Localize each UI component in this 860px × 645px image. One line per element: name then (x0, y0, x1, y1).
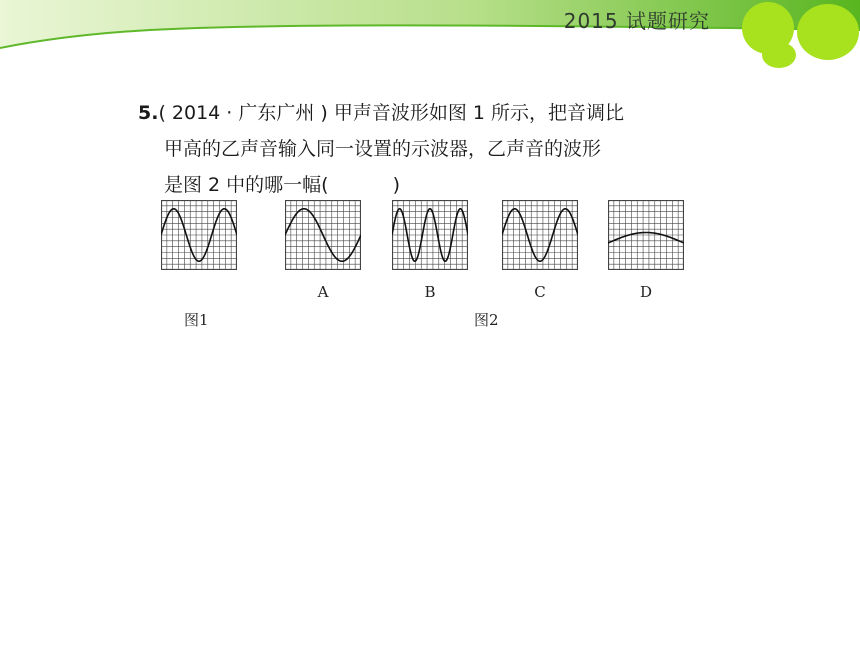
oscilloscope-b (392, 200, 468, 270)
oscilloscope-fig1 (161, 200, 237, 270)
oscilloscope-c (502, 200, 578, 270)
option-label-d: D (639, 283, 653, 301)
question-text-line1: 甲声音波形如图 1 所示，把音调比 (327, 102, 625, 124)
question-line-2: 甲高的乙声音输入同一设置的示波器，乙声音的波形 (164, 138, 602, 160)
oscilloscope-grid (392, 200, 468, 270)
oscilloscope-grid (608, 200, 684, 270)
option-label-a: A (317, 283, 329, 301)
option-label-c: C (534, 283, 546, 301)
header-wave-decoration (0, 0, 860, 70)
question-text-line3: 是图 2 中的哪一幅( (164, 174, 329, 196)
decorative-circle (797, 4, 859, 60)
figure-1-caption: 图1 (184, 311, 209, 329)
question-text-line3-end: ) (392, 174, 401, 196)
oscilloscope-grid (161, 200, 237, 270)
question-number: 5. (138, 102, 159, 124)
question-line-1 (138, 95, 738, 131)
oscilloscope-d (608, 200, 684, 270)
question-text (138, 95, 738, 203)
header-title: 2015 试题研究 (563, 9, 710, 33)
question-line-3 (138, 167, 738, 203)
question-source: ( 2014 · 广东广州 ) (158, 102, 328, 124)
decorative-circle (762, 42, 796, 68)
figure-2-caption: 图2 (474, 311, 499, 329)
oscilloscope-grid (502, 200, 578, 270)
header-band (0, 0, 860, 70)
option-label-b: B (424, 283, 436, 301)
oscilloscope-a (285, 200, 361, 270)
